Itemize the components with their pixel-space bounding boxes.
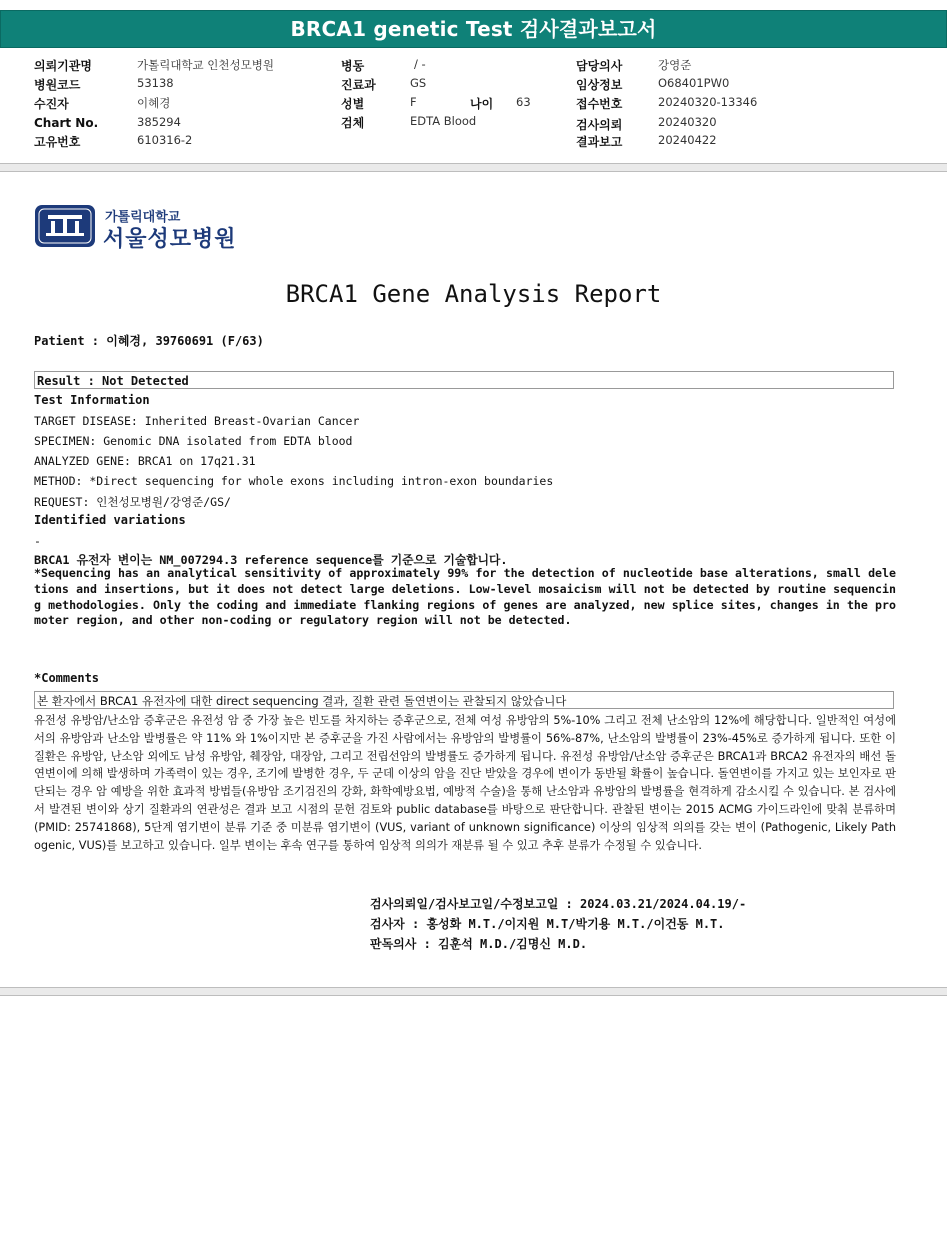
request-date-label: 검사의뢰 [576,118,623,132]
variations-value: - [34,534,41,548]
request-date-value: 20240320 [658,115,717,129]
logo-university-text: 가톨릭대학교 [105,210,181,225]
patient-label: 수진자 [34,97,69,111]
ward-value: / - [414,57,426,71]
receipt-number-label: 접수번호 [576,97,623,111]
section-band-bottom-line [0,995,947,996]
target-disease-line: TARGET DISEASE: Inherited Breast-Ovarian Cancer [34,414,360,428]
doctor-value: 강영준 [658,58,692,72]
patient-value: 이혜경 [137,96,171,110]
sex-label: 성별 [341,97,365,111]
comment-body: 유전성 유방암/난소암 증후군은 유전성 암 중 가장 높은 빈도를 차지하는 증후군으로, 전체 여성 유방암의 5%-10% 그리고 전체 난소암의 12%에 해당합니다. 일반적인 여성에서의 유방암과 난소암 발병률은 약 11% 와 1%이지만 본 증후군을 가진 사람에서는 유방암의 발병률이 56%-87%, 난소암의 발병률이 23%-45%로 증가하게 됩니다. 또한 이 질환은 유방암, 난소암 외에도 남성 유방암, 췌장암, 대장암, 그리고 전립선암의 발병률도 증가하게 됩니다. 유전성 유방암/난소암 증후군은 BRCA1과 BRCA2 유전자의 배선 돌연변이에 의해 발생하며 가족력이 있는 경우, 조기에 발병한 경우, 두 군데 이상의 암을 진단 받았을 경우에 변이가 동반될 확률이 높습니다. 돌연변이를 가지고 있는 보인자로 판단되는 경우 암 예방을 위한 효과적 방법들(유방암 조기검진의 강화, 화학예방요법, 예방적 수술)을 통해 난소암과 유방암의 발병률을 현격하게 감소시킬 수 있습니다. 본 검사에서 발견된 변이와 상기 질환과의 연관성은 결과 보고 시점의 문헌 검토와 public database를 바탕으로 판단합니다. 관찰된 변이는 2015 ACMG 가이드라인에 맞춰 분류하며 (PMID: 25741868), 5단계 염기변이 분류 기준 중 미분류 염기변이 (VUS, variant of unknown significance) 이상의 임상적 의의를 갖는 변이 (Pathogenic, Likely Pathogenic, VUS)를 보고하고 있습니다. 일부 변이는 후속 연구를 통하여 임상적 의의가 재분류 될 수 있고 추후 분류가 수정될 수 있습니다. [34,714,896,852]
chart-label: Chart No. [34,116,99,130]
test-info-heading: Test Information [34,393,150,407]
comment-box: 본 환자에서 BRCA1 유전자에 대한 direct sequencing 결과, 질환 관련 돌연변이는 관찰되지 않았습니다 [34,691,894,709]
hospital-code-label: 병원코드 [34,78,81,92]
hospital-code-value: 53138 [137,76,174,90]
sequencing-note: *Sequencing has an analytical sensitivity of approximately 99% for the detection of nucleotide base alterations, small deletions and insertions, but it does not detect large deletions. Low-level mosaicism will not be detected by routine sequencing methodologies. Only the coding and immediate flanking regions of genes are analyzed, new splice sites, changes in the promoter region, and other non-coding or regulatory region will not be detected. [34,566,896,628]
report-title-bar: BRCA1 genetic Test 검사결과보고서 [0,10,947,48]
ward-label: 병동 [341,59,365,73]
result-box: Result : Not Detected [34,371,894,389]
physicians-line: 판독의사 : 김훈석 M.D./김명신 M.D. [370,937,588,951]
receipt-number-value: 20240320-13346 [658,95,758,109]
age-value: 63 [516,95,531,109]
chart-value: 385294 [137,115,181,129]
reference-note: BRCA1 유전자 변이는 NM_007294.3 reference sequence를 기준으로 기술합니다. [34,553,508,567]
institution-value: 가톨릭대학교 인천성모병원 [137,58,274,72]
specimen-line: SPECIMEN: Genomic DNA isolated from EDTA blood [34,434,353,448]
clinical-info-label: 임상정보 [576,78,623,92]
specimen-value: EDTA Blood [410,114,477,128]
section-band-bottom [0,988,947,995]
report-date-value: 20240422 [658,133,717,147]
section-band-top-line [0,171,947,172]
section-band-top [0,164,947,171]
variations-heading: Identified variations [34,513,186,527]
report-dates-line: 검사의뢰일/검사보고일/수정보고일 : 2024.03.21/2024.04.19/- [370,897,747,911]
patient-line: Patient : 이혜경, 39760691 (F/63) [34,334,264,348]
unique-number-value: 610316-2 [137,133,193,147]
logo-hospital-text: 서울성모병원 [103,227,237,252]
report-heading: BRCA1 Gene Analysis Report [285,280,662,308]
request-line: REQUEST: 인천성모병원/강영준/GS/ [34,495,231,509]
age-label: 나이 [470,97,494,111]
method-line: METHOD: *Direct sequencing for whole exons including intron-exon boundaries [34,474,554,488]
specimen-label: 검체 [341,116,365,130]
comments-heading: *Comments [34,671,100,685]
department-value: GS [410,76,427,90]
doctor-label: 담당의사 [576,59,623,73]
examiners-line: 검사자 : 홍성화 M.T./이지원 M.T/박기용 M.T./이건동 M.T. [370,917,725,931]
analyzed-gene-line: ANALYZED GENE: BRCA1 on 17q21.31 [34,454,256,468]
department-label: 진료과 [341,78,376,92]
hospital-logo-icon [34,204,96,252]
sex-value: F [410,95,417,109]
report-date-label: 결과보고 [576,135,623,149]
clinical-info-value: O68401PW0 [658,76,730,90]
unique-number-label: 고유번호 [34,135,81,149]
institution-label: 의뢰기관명 [34,59,92,73]
